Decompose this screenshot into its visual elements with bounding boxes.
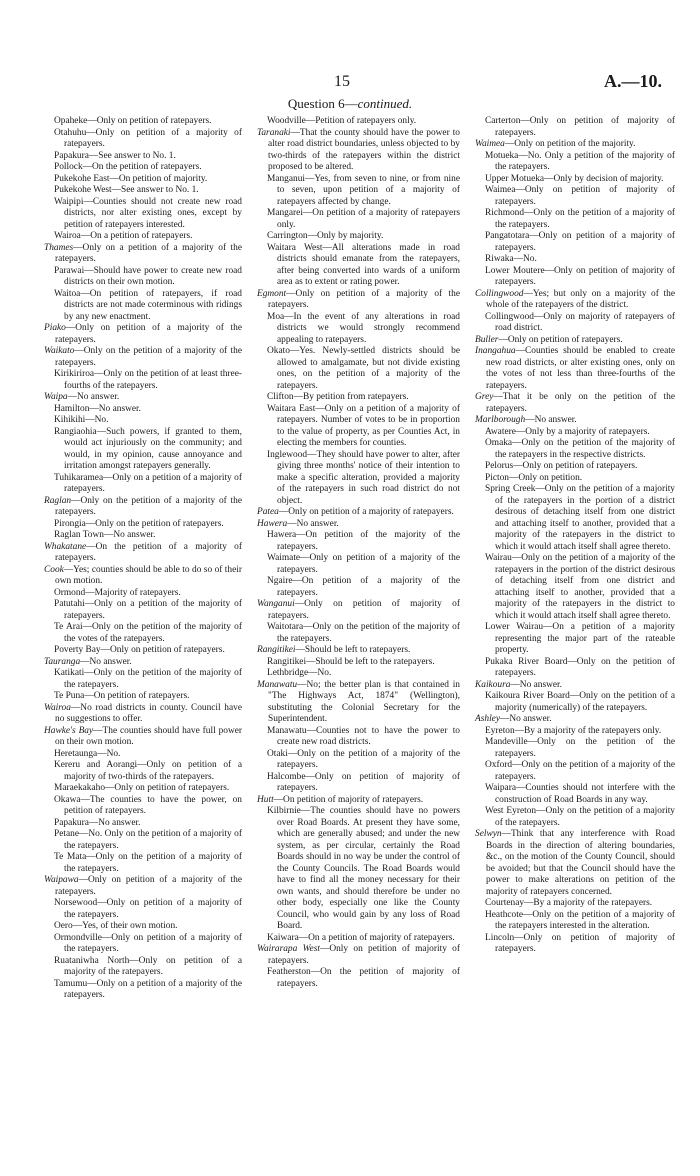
entry-text: Picton—Only on petition.: [485, 472, 583, 483]
district-entry: [44, 818, 242, 830]
county-entry: [44, 657, 242, 669]
entry-text: Waitara West—All alterations made in road districts should emanate from the ratepayers, after being converted into wards of a uniform area as to extent or rating power.: [267, 242, 460, 287]
question-label: Question 6—: [287, 96, 358, 111]
entry-text: Kirikiriroa—Only on the petition of at least three-fourths of the ratepayers.: [54, 369, 242, 391]
entry-text: Carrington—Only by majority.: [267, 231, 384, 241]
entry-text: Te Arai—Only on the petition of the majority of the votes of the ratepayers.: [54, 622, 242, 644]
county-name: Wairoa: [44, 702, 71, 713]
district-entry: [44, 691, 242, 703]
entry-text: —Only on petition of a majority of the ratepayers.: [55, 875, 242, 897]
district-entry: [475, 691, 675, 714]
county-entry: [44, 726, 242, 749]
entry-text: Okawa—The counties to have the power, on petition of ratepayers.: [54, 794, 242, 816]
district-entry: [44, 898, 242, 921]
column-right: [475, 116, 675, 956]
district-entry: [44, 933, 242, 956]
entry-text: Inglewood—They should have power to alter, after giving three months' notice of their intention to make a specific alteration, provided a majority of the ratepayers in such road district do not object.: [267, 449, 460, 506]
district-entry: [44, 174, 242, 186]
county-entry: [44, 875, 242, 898]
county-entry: [257, 645, 460, 657]
entry-text: Waitoa—On petition of ratepayers, if road districts are not made coterminous with ridings by any new enactment.: [54, 288, 242, 322]
district-entry: [44, 645, 242, 657]
district-entry: [257, 668, 460, 680]
county-name: Cook: [44, 564, 64, 575]
county-name: Buller: [475, 334, 499, 345]
entry-text: —No answer.: [67, 392, 120, 402]
district-entry: [475, 254, 675, 266]
entry-text: —That it be only on the petition of the ratepayers.: [486, 392, 675, 414]
entry-text: Pirongia—Only on the petition of ratepayers.: [54, 518, 224, 529]
entry-text: Norsewood—Only on petition of a majority of the ratepayers.: [54, 898, 242, 920]
entry-text: Kilbirnie—The counties should have no powers over Road Boards. At present they have some, which are generally abused; and under the new system, as per circular, certainly the Road Boards should in no way be under the control of the County Councils. The Road Boards would have to find all the money necessary for their own wants, and should therefore be under no other body, especially one like the County Council, who would gain by any loss of Road Board.: [267, 806, 460, 931]
district-entry: [44, 599, 242, 622]
entry-text: Heretaunga—No.: [54, 748, 121, 759]
county-name: Waimea: [475, 139, 505, 149]
entry-text: Waipara—Counties should not interfere with the construction of Road Boards in any way.: [485, 783, 675, 805]
county-entry: [44, 565, 242, 588]
district-entry: [44, 266, 242, 289]
district-entry: [475, 898, 675, 910]
district-entry: [257, 530, 460, 553]
district-entry: [475, 484, 675, 553]
district-entry: [257, 657, 460, 669]
entry-text: Carterton—Only on petition of majority of ratepayers.: [485, 116, 675, 138]
county-name: Collingwood: [475, 288, 524, 299]
entry-text: Pukaka River Board—Only on the petition of ratepayers.: [485, 656, 675, 678]
county-name: Kaikoura: [475, 679, 511, 690]
entry-text: —No answer.: [500, 714, 552, 724]
district-entry: [475, 266, 675, 289]
entry-text: Katikati—Only on the petition of the majority of the ratepayers.: [54, 668, 242, 690]
entry-text: Omaka—Only on the petition of the majority of the ratepayers in the respective districts.: [485, 438, 675, 460]
district-entry: [257, 174, 460, 209]
entry-text: Te Mata—Only on the petition of a majority of the ratepayers.: [54, 852, 242, 874]
district-entry: [475, 116, 675, 139]
entry-text: Rangiaohia—Such powers, if granted to them, would act injuriously on the community; and would, in my opinion, cause annoyance and irritation amongst ratepayers generally.: [54, 426, 242, 471]
district-entry: [475, 933, 675, 956]
district-entry: [44, 473, 242, 496]
district-entry: [44, 668, 242, 691]
entry-text: —Only on the petition of a majority of the ratepayers.: [55, 495, 242, 517]
entry-text: Ruataniwha North—Only on petition of a majority of the ratepayers.: [54, 955, 242, 977]
district-entry: [475, 208, 675, 231]
entry-text: Okato—Yes. Newly-settled districts should be allowed to amalgamate, but not divide existing ones, on the petition of a majority of the ratepayers.: [267, 346, 460, 391]
entry-text: Kereru and Aorangi—Only on petition of a majority of two-thirds of the ratepayers.: [54, 760, 242, 782]
entry-text: Lethbridge—No.: [267, 668, 332, 678]
document-reference: A.—10.: [604, 71, 662, 91]
district-entry: [257, 933, 460, 945]
county-name: Piako: [44, 323, 66, 333]
county-entry: [475, 829, 675, 898]
county-name: Inangahua: [475, 346, 516, 356]
entry-text: Lower Moutere—Only on petition of majority of ratepayers.: [485, 265, 675, 287]
district-entry: [475, 657, 675, 680]
district-entry: [44, 404, 242, 416]
district-entry: [257, 392, 460, 404]
entry-text: —No answer.: [287, 518, 339, 529]
county-entry: [475, 714, 675, 726]
entry-text: Moa—In the event of any alterations in road districts we would strongly recommend appealing to ratepayers.: [267, 311, 460, 345]
district-entry: [44, 530, 242, 542]
district-entry: [44, 151, 242, 163]
entry-text: —On petition of majority of ratepayers.: [273, 794, 424, 805]
district-entry: [44, 289, 242, 324]
entry-text: —Think that any interference with Road Boards in the direction of altering boundaries, &c., on the motion of the County Council, should be avoided; but that the Council should have the power to make alterations on petition of the majority of ratepayers concerned.: [486, 829, 675, 897]
district-entry: [475, 910, 675, 933]
district-entry: [257, 749, 460, 772]
county-name: Hawera: [257, 518, 288, 529]
district-entry: [475, 461, 675, 473]
district-entry: [475, 185, 675, 208]
county-entry: [475, 346, 675, 392]
entry-text: Richmond—Only on the petition of a majority of the ratepayers.: [485, 208, 675, 230]
entry-text: Eyreton—By a majority of the ratepayers only.: [485, 725, 662, 736]
entry-text: —The counties should have full power on their own motion.: [55, 725, 243, 747]
county-name: Tauranga: [44, 656, 81, 667]
district-entry: [475, 806, 675, 829]
district-entry: [257, 576, 460, 599]
county-entry: [257, 519, 460, 531]
county-entry: [257, 795, 460, 807]
entry-text: Raglan Town—No answer.: [54, 530, 156, 540]
entry-text: Wairoa—On a petition of ratepayers.: [54, 231, 193, 241]
entry-text: Parawai—Should have power to create new road districts on their own motion.: [54, 265, 242, 287]
county-entry: [44, 323, 242, 346]
district-entry: [44, 783, 242, 795]
district-entry: [257, 346, 460, 392]
entry-text: Pukekohe East—On petition of majority.: [54, 173, 208, 184]
entry-text: —Only on the petition of a majority of the ratepayers.: [55, 346, 242, 368]
county-name: Waipa: [44, 392, 68, 402]
county-entry: [475, 415, 675, 427]
county-entry: [257, 128, 460, 174]
entry-text: —Only on petition of a majority of the ratepayers.: [55, 323, 242, 345]
entry-text: Patutahi—Only on a petition of the majority of ratepayers.: [54, 599, 242, 621]
question-continued: continued.: [357, 96, 413, 111]
entry-text: —Yes; but only on a majority of the whole of the ratepayers of the district.: [486, 288, 675, 310]
entry-text: Pangatotara—Only on petition of a majority of ratepayers.: [485, 231, 675, 253]
entry-text: —Only on petition of the majority.: [504, 139, 636, 149]
district-entry: [44, 749, 242, 761]
district-entry: [475, 312, 675, 335]
district-entry: [475, 151, 675, 174]
entry-text: Lincoln—Only on petition of majority of ratepayers.: [485, 932, 675, 954]
county-name: Wairarapa West: [257, 944, 320, 954]
entry-text: Pukekohe West—See answer to No. 1.: [54, 185, 199, 195]
entry-text: Tamumu—Only on a petition of a majority of the ratepayers.: [54, 978, 242, 1000]
district-entry: [44, 369, 242, 392]
county-entry: [44, 243, 242, 266]
district-entry: [257, 806, 460, 933]
page-number: 15: [334, 73, 350, 90]
entry-text: Waitotara—Only on the petition of the majority of the ratepayers.: [267, 622, 460, 644]
entry-text: Otaki—Only on the petition of a majority of the ratepayers.: [267, 748, 460, 770]
district-entry: [257, 450, 460, 508]
entry-text: Upper Motueka—Only by decision of majority.: [485, 173, 664, 184]
district-entry: [475, 622, 675, 657]
district-entry: [44, 760, 242, 783]
district-entry: [257, 243, 460, 289]
district-entry: [44, 588, 242, 600]
entry-text: —Only on petition of ratepayers.: [498, 334, 623, 345]
district-entry: [44, 795, 242, 818]
county-name: Manawatu: [257, 679, 298, 690]
county-entry: [475, 680, 675, 692]
district-entry: [44, 956, 242, 979]
column-middle: [257, 116, 460, 990]
county-entry: [44, 703, 242, 726]
county-name: Egmont: [257, 288, 287, 299]
entry-text: West Eyreton—Only on the petition of a majority of the ratepayers.: [485, 806, 675, 828]
entry-text: Mangarei—On petition of a majority of ratepayers only.: [267, 208, 460, 230]
district-entry: [44, 185, 242, 197]
entry-text: —Only on petition of majority of ratepayers.: [268, 944, 460, 966]
district-entry: [475, 427, 675, 439]
county-entry: [475, 335, 675, 347]
district-entry: [44, 197, 242, 232]
county-entry: [257, 680, 460, 726]
county-entry: [44, 392, 242, 404]
entry-text: —On the petition of a majority of ratepayers.: [55, 541, 242, 563]
entry-text: Collingwood—Only on majority of ratepayers of road district.: [485, 311, 675, 333]
district-entry: [44, 415, 242, 427]
district-entry: [475, 760, 675, 783]
district-entry: [44, 128, 242, 151]
county-entry: [475, 139, 675, 151]
county-entry: [257, 599, 460, 622]
district-entry: [475, 726, 675, 738]
entry-text: —No answer.: [80, 656, 132, 667]
county-name: Rangitikei: [257, 645, 296, 655]
entry-text: Otahuhu—Only on petition of a majority of ratepayers.: [54, 127, 242, 149]
district-entry: [257, 404, 460, 450]
entry-text: Woodville—Petition of ratepayers only.: [267, 116, 417, 126]
district-entry: [44, 829, 242, 852]
entry-text: Riwaka—No.: [485, 254, 537, 264]
entry-text: Awatere—Only by a majority of ratepayers.: [485, 426, 650, 437]
district-entry: [475, 553, 675, 622]
county-name: Hutt: [257, 794, 274, 805]
district-entry: [44, 622, 242, 645]
entry-text: Ormondville—Only on petition of a majority of the ratepayers.: [54, 932, 242, 954]
entry-text: Wairau—Only on the petition of a majority of the ratepayers in the portion of the district desirous of detaching itself from one district and attaching itself to another, provided that a majority of the ratepayers in the district to which it would attach itself shall agree thereto.: [485, 553, 675, 621]
county-name: Waikato: [44, 346, 75, 356]
district-entry: [44, 162, 242, 174]
entry-text: Hamilton—No answer.: [54, 403, 141, 414]
district-entry: [475, 737, 675, 760]
district-entry: [44, 979, 242, 1002]
county-name: Thames: [44, 242, 74, 253]
county-entry: [257, 944, 460, 967]
district-entry: [44, 921, 242, 933]
district-entry: [257, 726, 460, 749]
district-entry: [257, 772, 460, 795]
district-entry: [44, 231, 242, 243]
county-entry: [257, 507, 460, 519]
entry-text: Oero—Yes, of their own motion.: [54, 921, 178, 931]
district-entry: [257, 967, 460, 990]
entry-text: Papakura—See answer to No. 1.: [54, 150, 176, 161]
entry-text: Waimea—Only on petition of majority of ratepayers.: [485, 185, 675, 207]
entry-text: Spring Creek—Only on the petition of a majority of the ratepayers in the portion of a district desirous of detaching itself from one district and attaching itself to another, provided that a majority of the ratepayers in the district to which it would attach itself shall agree thereto.: [485, 484, 675, 552]
county-name: Marlborough: [475, 415, 526, 425]
county-entry: [475, 289, 675, 312]
county-entry: [44, 542, 242, 565]
district-entry: [475, 231, 675, 254]
entry-text: —No answer.: [510, 679, 562, 690]
entry-text: —Should be left to ratepayers.: [295, 645, 411, 655]
county-name: Raglan: [44, 495, 72, 506]
entry-text: Lower Wairau—On a petition of a majority representing the major part of the rateable property.: [485, 622, 675, 655]
county-name: Grey: [475, 392, 494, 402]
entry-text: Te Puna—On petition of ratepayers.: [54, 691, 190, 701]
entry-text: —Only on petition of a majority of ratepayers.: [278, 507, 454, 517]
entry-text: Halcombe—Only on petition of majority of ratepayers.: [267, 771, 460, 793]
district-entry: [257, 116, 460, 128]
district-entry: [44, 519, 242, 531]
entry-text: Kaiwara—On a petition of majority of ratepayers.: [267, 932, 455, 943]
entry-text: Waitara East—Only on a petition of a majority of ratepayers. Number of votes to be in proportion to the value of property, as per Counties Act, in electing the members for counties.: [267, 403, 460, 448]
county-name: Hawke's Bay: [44, 725, 94, 736]
entry-text: —Only on a petition of a majority of the ratepayers.: [55, 242, 242, 264]
district-entry: [257, 231, 460, 243]
entry-text: —No; the better plan is that contained in "The Highways Act, 1874" (Wellington), substituting the Colonial Secretary for the Superintendent.: [268, 679, 460, 724]
county-name: Wanganui: [257, 599, 295, 609]
county-name: Taranaki: [257, 127, 291, 138]
county-name: Selwyn: [475, 829, 502, 839]
entry-text: Rangitikei—Should be left to the ratepayers.: [267, 656, 435, 667]
entry-text: —Counties should be enabled to create new road districts, or alter existing ones, only on the votes of not less than three-fourths of the ratepayers.: [486, 346, 675, 391]
entry-text: Maraekakaho—Only on petition of ratepayers.: [54, 783, 230, 793]
entry-text: Featherston—On the petition of majority of ratepayers.: [267, 967, 460, 989]
district-entry: [475, 473, 675, 485]
district-entry: [44, 852, 242, 875]
district-entry: [475, 783, 675, 806]
entry-text: Mandeville—Only on the petition of the ratepayers.: [485, 737, 675, 759]
entry-text: Courtenay—By a majority of the ratepayers.: [485, 898, 653, 908]
entry-text: —No road districts in county. Council have no suggestions to offer.: [55, 702, 242, 724]
entry-text: Waimate—Only on petition of a majority of the ratepayers.: [267, 553, 460, 575]
entry-text: Manganui—Yes, from seven to nine, or from nine to seven, upon petition of a majority of ratepayers affected by change.: [267, 173, 460, 207]
district-entry: [257, 312, 460, 347]
entry-text: —That the county should have the power to alter road district boundaries, unless objected to by two-thirds of the ratepayers within the district proposed to be altered.: [268, 127, 460, 172]
entry-text: —Only on petition of a majority of the ratepayers.: [268, 288, 460, 310]
entry-text: Clifton—By petition from ratepayers.: [267, 392, 409, 402]
entry-text: Ormond—Majority of ratepayers.: [54, 587, 181, 598]
county-entry: [475, 392, 675, 415]
county-name: Waipawa: [44, 875, 79, 885]
county-entry: [257, 289, 460, 312]
district-entry: [44, 116, 242, 128]
entry-text: —Yes; counties should be able to do so of their own motion.: [55, 564, 242, 586]
column-left: [44, 116, 242, 1002]
entry-text: Pelorus—Only on petition of ratepayers.: [485, 461, 638, 471]
entry-text: Motueka—No. Only a petition of the majority of the ratepayers.: [485, 150, 675, 172]
entry-text: Papakura—No answer.: [54, 817, 141, 828]
entry-text: Hawera—On petition of the majority of the ratepayers.: [267, 530, 460, 552]
entry-text: Kaikoura River Board—Only on the petition of a majority (numerically) of the ratepayers.: [485, 691, 675, 713]
entry-text: Manawatu—Counties not to have the power to create new road districts.: [267, 725, 460, 747]
county-name: Whakatane: [44, 541, 87, 552]
county-entry: [44, 346, 242, 369]
county-name: Patea: [257, 507, 279, 517]
district-entry: [257, 208, 460, 231]
section-heading: [0, 96, 700, 112]
entry-text: Heathcote—Only on the petition of a majority of the ratepayers interested in the alteration.: [485, 909, 675, 931]
district-entry: [475, 174, 675, 186]
entry-text: Oxford—Only on the petition of a majority of the ratepayers.: [485, 760, 675, 782]
entry-text: Kihikihi—No.: [54, 415, 109, 425]
district-entry: [257, 553, 460, 576]
entry-text: Ngaire—On petition of a majority of the ratepayers.: [267, 576, 460, 598]
entry-text: Tuhikaramea—Only on a petition of a majority of ratepayers.: [54, 472, 242, 494]
district-entry: [257, 622, 460, 645]
entry-text: Petane—No. Only on the petition of a majority of the ratepayers.: [54, 829, 242, 851]
county-name: Ashley: [475, 714, 500, 724]
district-entry: [44, 427, 242, 473]
district-entry: [475, 438, 675, 461]
entry-text: Pollock—On the petition of ratepayers.: [54, 162, 202, 172]
entry-text: —No answer.: [525, 415, 577, 425]
entry-text: Opaheke—Only on petition of ratepayers.: [54, 116, 212, 126]
entry-text: Poverty Bay—Only on petition of ratepayers.: [54, 645, 225, 655]
entry-text: Waipipi—Counties should not create new road districts, nor alter existing ones, except by petition of ratepayers interested.: [54, 196, 242, 230]
entry-text: —Only on petition of majority of ratepayers.: [268, 599, 460, 621]
county-entry: [44, 496, 242, 519]
